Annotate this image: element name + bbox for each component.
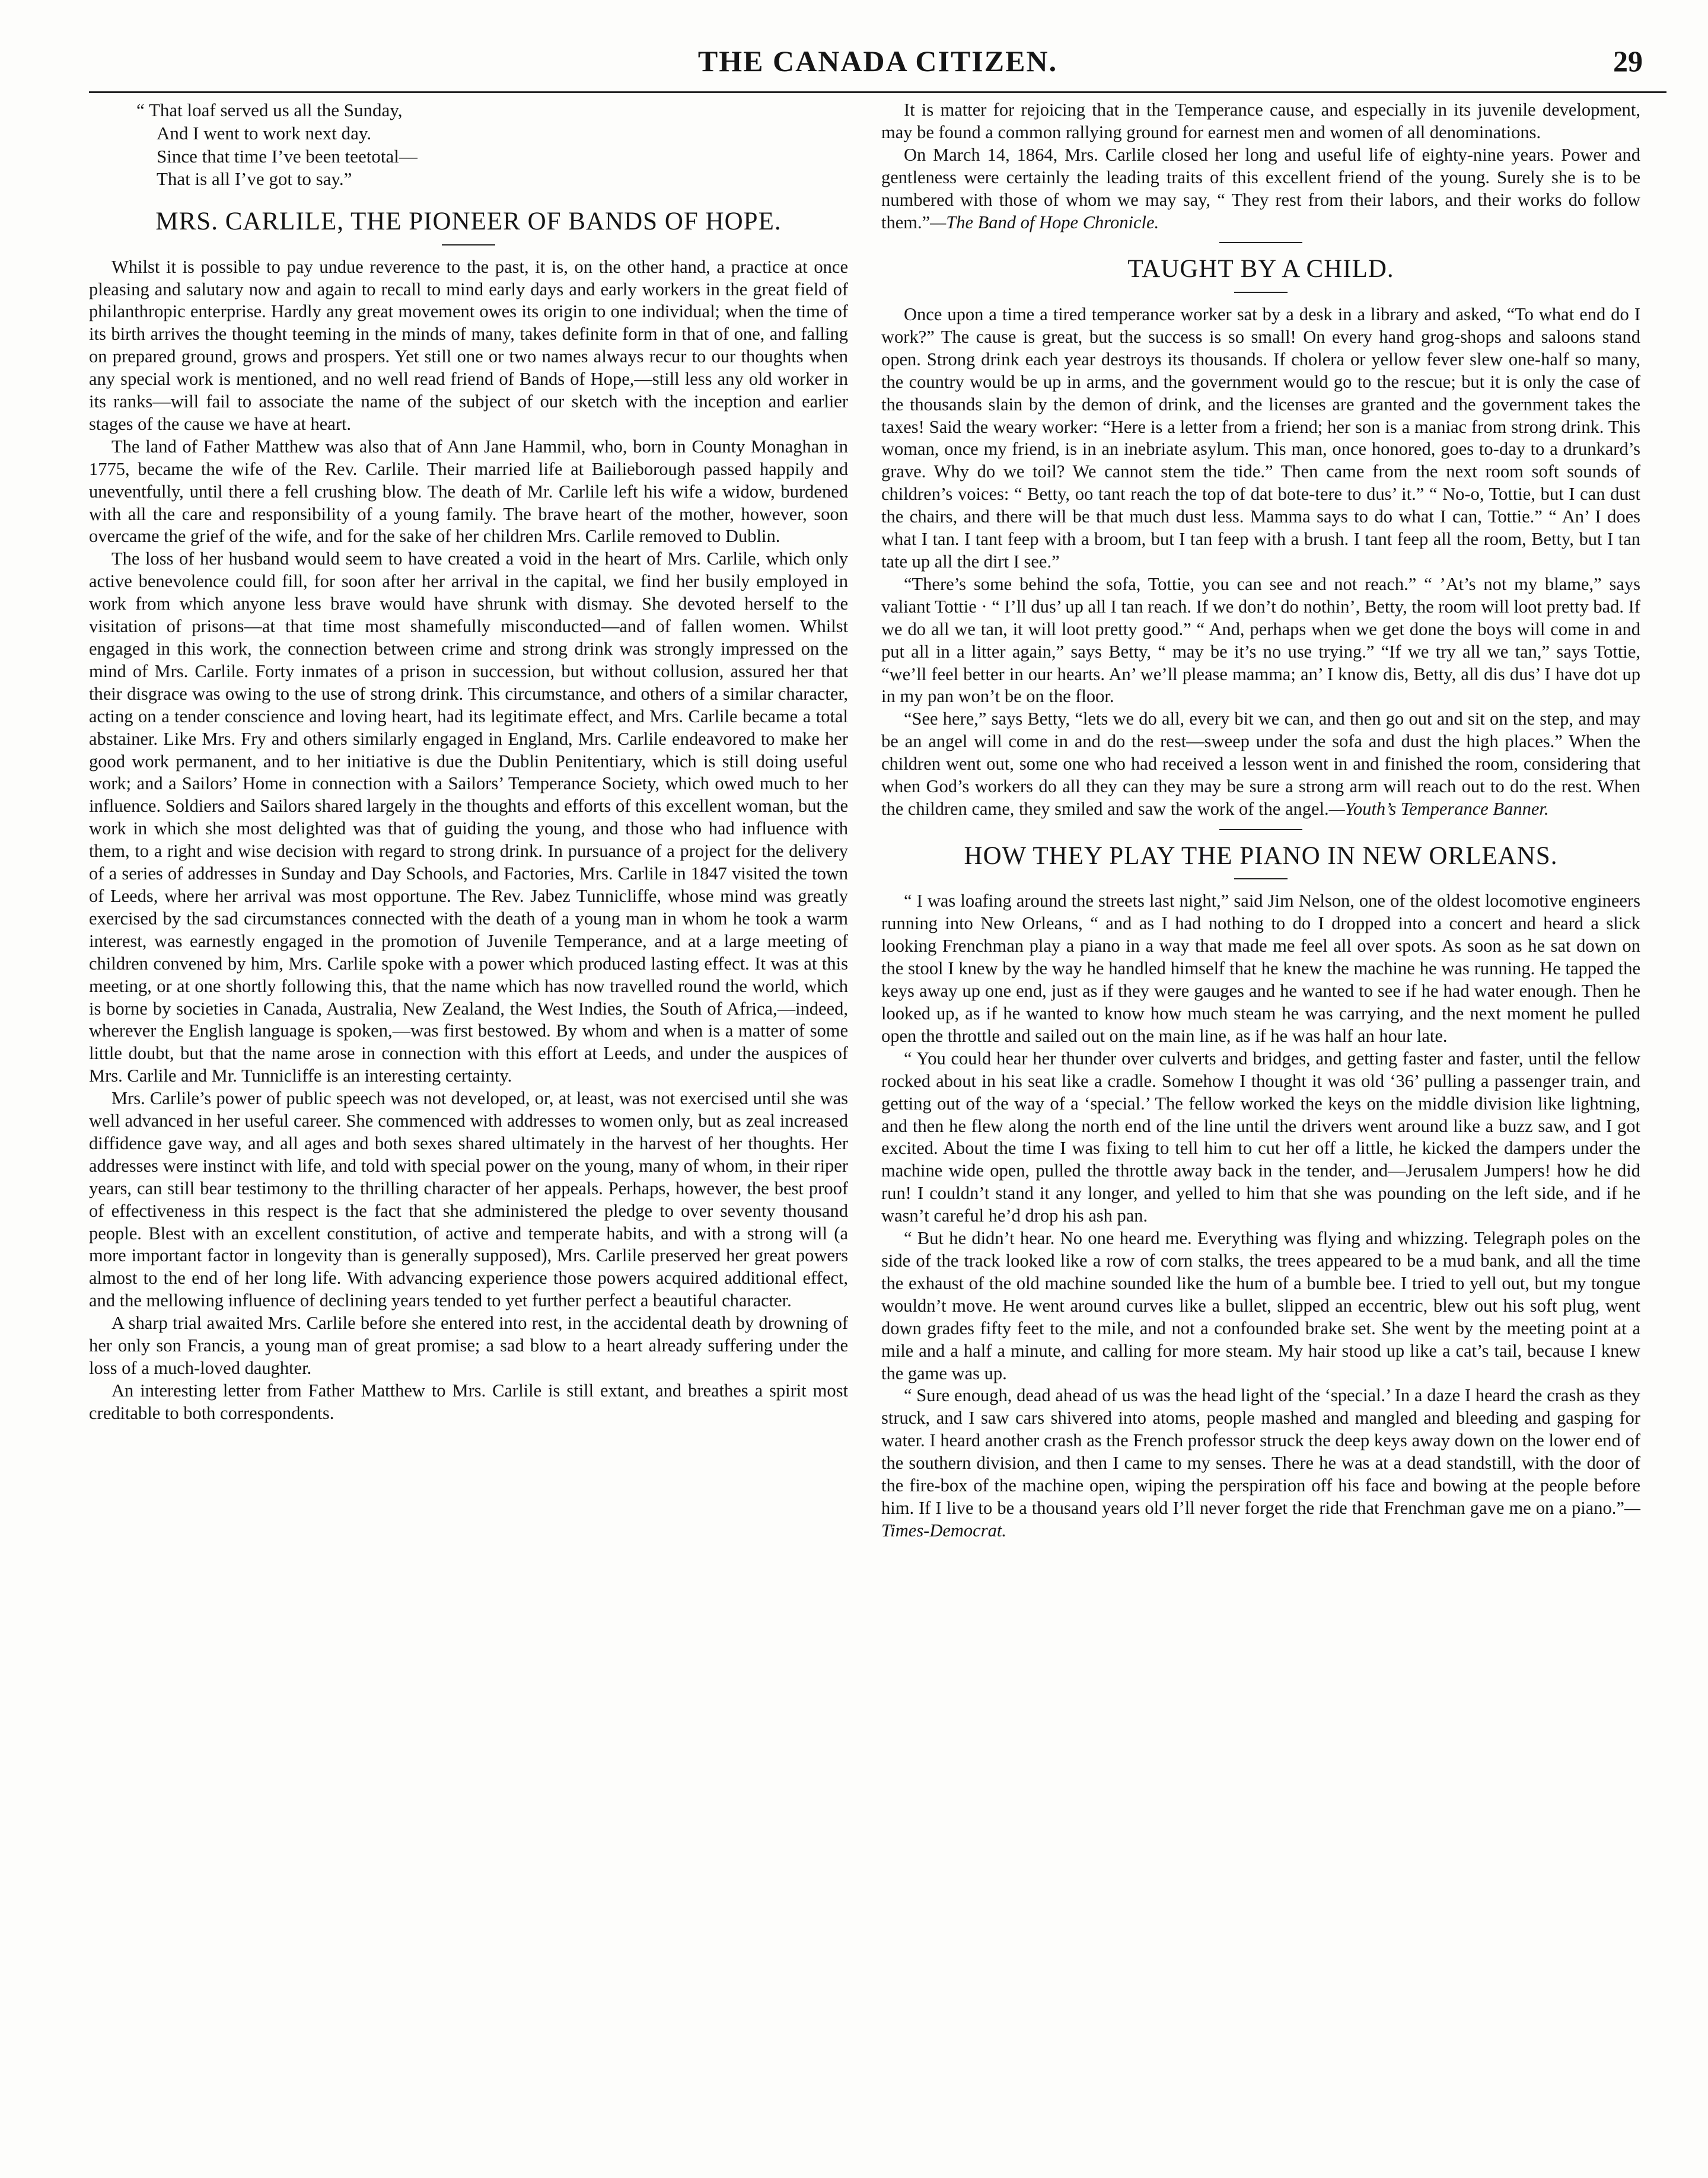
- article-paragraph: It is matter for rejoicing that in the Temperance cause, and especially in its juvenile development, may be found a common rallying ground for earnest men and women of all denominations.: [881, 100, 1640, 142]
- article-paragraph: Whilst it is possible to pay undue reverence to the past, it is, on the other hand, a practice at once pleasing and salutary now and again to recall to mind early days and early workers in the great field of philanthropic enterprise. Hardly any great movement owes its origin to one individual; when the time of its birth arrives the thought teeming in the minds of many, takes definite form in that of one, and falling on prepared ground, grows and prospers. Yet still one or two names always recur to our thoughts when any special work is mentioned, and no well read friend of Bands of Hope,—still less any old worker in its ranks—will fail to associate the name of the subject of our sketch with the inception and earlier stages of the cause we have at heart.: [89, 256, 848, 434]
- article-paragraph: Mrs. Carlile’s power of public speech was not developed, or, at least, was not exercised until she was well advanced in her useful career. She commenced with addresses to women only, but as zeal increased diffidence gave way, and all ages and both sexes shared ultimately in the harvest of her thoughts. Her addresses were instinct with life, and told with special power on the young, many of whom, in their riper years, can still bear testimony to the thrilling character of her appeals. Perhaps, however, the best proof of effectiveness in this respect is the fact that she administered the pledge to over seventy thousand people. Blest with an excellent constitution, of active and temperate habits, and with a strong will (a more important factor in longevity than is generally supposed), Mrs. Carlile preserved her great powers almost to the end of her long life. With advancing experience those powers acquired additional effect, and the mellowing influence of declining years tended to yet further perfect a beautiful character.: [89, 1088, 848, 1311]
- page-number: 29: [1613, 44, 1643, 78]
- article-title-carlile: MRS. CARLILE, THE PIONEER OF BANDS OF HOPE.: [155, 208, 782, 235]
- article-paragraph: [881, 708, 1640, 821]
- title-rule: [1234, 292, 1288, 293]
- section-divider: [1219, 242, 1302, 243]
- verse-stanza: [136, 99, 848, 191]
- verse-line: That is all I’ve got to say.”: [157, 168, 352, 190]
- article-paragraph: “ You could hear her thunder over culverts and bridges, and getting faster and faster, until the fellow rocked about in his seat like a cradle. Somehow I thought it was old ‘36’ pulling a passenger train, and getting out of the way of a ‘special.’ The fellow worked the keys on the middle division like lightning, and then he flew along the north end of the line until the drivers went around like a buzz saw, and I got excited. About the time I was fixing to tell him to cut her off a little, he kicked the dampers under the machine wide open, pulled the throttle away back in the tender, and—Jerusalem Jumpers! how he did run! I couldn’t stand it any longer, and yelled to him that she was pounding on the left side, and if he wasn’t careful he’d drop his ash pan.: [881, 1048, 1640, 1226]
- article-source: —The Band of Hope Chronicle.: [930, 212, 1159, 232]
- title-rule: [1234, 878, 1288, 879]
- article-text: “See here,” says Betty, “lets we do all, every bit we can, and then go out and sit on the step, and may be an angel will come in and do the rest—sweep under the sofa and dust the high places.” When the children went out, some one who had received a lesson went in and finished the room, considering that when God’s workers do all they can they may be sure a strong arm will reach out to do the rest. When the children came, they smiled and saw the work of the angel.: [881, 709, 1640, 819]
- article-paragraph: [881, 1385, 1640, 1542]
- title-rule: [442, 244, 495, 245]
- article-text: “ Sure enough, dead ahead of us was the head light of the ‘special.’ In a daze I heard the crash as they struck, and I saw cars shivered into atoms, people mashed and mangled and bleeding and gasping for water. I heard another crash as the French professor struck the deep keys away down on the lower end of the southern division, and then I came to my senses. There he was at a dead standstill, with the door of the fire-box of the machine open, wiping the perspiration off his face and bowing at the people before him. If I live to be a thousand years old I’ll never forget the ride that Frenchman gave me on a piano.”: [881, 1385, 1640, 1518]
- article-title-child: TAUGHT BY A CHILD.: [1127, 255, 1394, 283]
- article-paragraph: A sharp trial awaited Mrs. Carlile before she entered into rest, in the accidental death by drowning of her only son Francis, a young man of great promise; a sad blow to a heart already suffering under the loss of a much-loved daughter.: [89, 1313, 848, 1378]
- left-column: [89, 99, 848, 1542]
- article-paragraph: Once upon a time a tired temperance worker sat by a desk in a library and asked, “To what end do I work?” The cause is great, but the success is so small! On every hand grog-shops and saloons stand open. Strong drink each year destroys its thousands. If cholera or yellow fever slew one-half so many, the country would be up in arms, and the government would go to the rescue; but it is only the case of the thousands slain by the demon of drink, and the licenses are granted and the government takes the taxes! Said the weary worker: “Here is a letter from a friend; her son is a maniac from strong drink. This woman, once my friend, is in an inebriate asylum. This man, once honored, goes to-day to a drunkard’s grave. Why do we toil? We cannot stem the tide.” Then came from the next room soft sounds of children’s voices: “ Betty, oo tant reach the top of dat bote-tere to dus’ it.” “ No-o, Tottie, but I can dust the chairs, and there will be that much dust less. Mamma says to do what I can, Tottie.” “ An’ I does what I tan. I tant feep with a broom, but I tan feep with a brush. I tant feep all the room, Betty, but I tan tate up all the dirt I see.”: [881, 304, 1640, 572]
- verse-line: Since that time I’ve been teetotal—: [157, 145, 418, 167]
- section-divider: [1219, 829, 1302, 830]
- verse-line: “ That loaf served us all the Sunday,: [136, 100, 403, 120]
- article-title-piano: HOW THEY PLAY THE PIANO IN NEW ORLEANS.: [964, 841, 1558, 870]
- article-source: —Times-Democrat.: [881, 1497, 1640, 1541]
- article-text: On March 14, 1864, Mrs. Carlile closed her long and useful life of eighty-nine years. Power and gentleness were certainly the leading traits of this excellent friend of the young. Surely she is to be numbered with those of whom we may say, “ They rest from their labors, and their works do follow them.”: [881, 144, 1640, 232]
- article-paragraph: An interesting letter from Father Matthew to Mrs. Carlile is still extant, and breathes a spirit most creditable to both correspondents.: [89, 1380, 848, 1423]
- masthead: [89, 42, 1666, 93]
- newspaper-title: THE CANADA CITIZEN.: [697, 44, 1058, 78]
- article-paragraph: “ But he didn’t hear. No one heard me. Everything was flying and whizzing. Telegraph poles on the side of the track looked like a row of corn stalks, the trees appeared to be a mud bank, and all the time the exhaust of the old machine sounded like the hum of a bumble bee. I tried to yell out, but my tongue wouldn’t move. He went around curves like a bullet, slipped an eccentric, blew out his soft plug, went down grades fifty feet to the mile, and not a confounded brake set. She went by the meeting point at a mile and a half a minute, and calling for more steam. My hair stood up like a cat’s tail, because I knew the game was up.: [881, 1228, 1640, 1383]
- article-paragraph: “There’s some behind the sofa, Tottie, you can see and not reach.” “ ’At’s not my blame,” says valiant Tottie · “ I’ll dus’ up all I tan reach. If we don’t do nothin’, Betty, the room will loot pretty bad. If we do all we tan, it will loot pretty good.” “ And, perhaps when we get done the boys will come in and put all in a litter again,” says Betty, “ may be it’s no use trying.” “If we try all we tan,” says Tottie, “we’ll feel better in our hearts. An’ we’ll please mamma; an’ I know dis, Betty, all dis dus’ I have dot up in my pan won’t be on the floor.: [881, 573, 1640, 707]
- right-column: [881, 99, 1640, 1542]
- article-source: —Youth’s Temperance Banner.: [1328, 798, 1549, 819]
- verse-line: And I went to work next day.: [157, 122, 372, 144]
- article-paragraph: The loss of her husband would seem to have created a void in the heart of Mrs. Carlile, which only active benevolence could fill, for soon after her arrival in the capital, we find her busily employed in work from which anyone less brave would have shrunk with dismay. She devoted herself to the visitation of prisons—at that time most shamefully misconducted—and of fallen women. Whilst engaged in this work, the connection between crime and strong drink was strongly impressed on the mind of Mrs. Carlile. Forty inmates of a prison in succession, but without collusion, assured her that their disgrace was owing to the use of strong drink. This circumstance, and others of a similar character, acting on a tender conscience and loving heart, had its legitimate effect, and Mrs. Carlile became a total abstainer. Like Mrs. Fry and others similarly engaged in England, Mrs. Carlile endeavored to make her good work permanent, and to her initiative is due the Dublin Penitentiary, which is still doing useful work; and a Sailors’ Home in connection with a Sailors’ Temperance Society, which owed much to her influence. Soldiers and Sailors shared largely in the thoughts and efforts of this excellent woman, but the work in which she most delighted was that of guiding the young, and those who had influence with them, to a right and wise decision with regard to strong drink. In pursuance of a project for the delivery of a series of addresses in Sunday and Day Schools, and Factories, Mrs. Carlile in 1847 visited the town of Leeds, where her arrival was most opportune. The Rev. Jabez Tunnicliffe, whose mind was greatly exercised by the sad circumstances connected with the death of a young man in whom he took a warm interest, was earnestly engaged in the promotion of Juvenile Temperance, and at a large meeting of children convened by him, Mrs. Carlile spoke with a power which produced lasting effect. It was at this meeting, or at one shortly following this, that the name which has now travelled round the world, which is borne by societies in Canada, Australia, New Zealand, the West Indies, the South of Africa,—indeed, wherever the English language is spoken,—was first bestowed. By whom and when is a matter of some little doubt, but that the name arose in connection with this effort at Leeds, and under the auspices of Mrs. Carlile and Mr. Tunnicliffe is an interesting certainty.: [89, 549, 848, 1086]
- article-paragraph: [881, 144, 1640, 234]
- article-paragraph: “ I was loafing around the streets last night,” said Jim Nelson, one of the oldest locomotive engineers running into New Orleans, “ and as I had nothing to do I dropped into a concert and heard a slick looking Frenchman play a piano in a way that made me feel all over spots. As soon as he sat down on the stool I knew by the way he handled himself that he knew the machine he was running. He tapped the keys away up one end, just as if they were gauges and he wanted to see if he had water enough. Then he looked up, as if he wanted to know how much steam he was carrying, and the next moment he pulled open the throttle and sailed out on the main line, as if he was half an hour late.: [881, 891, 1640, 1046]
- article-paragraph: The land of Father Matthew was also that of Ann Jane Hammil, who, born in County Monaghan in 1775, became the wife of the Rev. Carlile. Their married life at Bailieborough passed happily and uneventfully, until there a fell crushing blow. The death of Mr. Carlile left his wife a widow, burdened with all the care and responsibility of a young family. The brave heart of the mother, however, soon overcame the grief of the wife, and for the sake of her children Mrs. Carlile removed to Dublin.: [89, 436, 848, 547]
